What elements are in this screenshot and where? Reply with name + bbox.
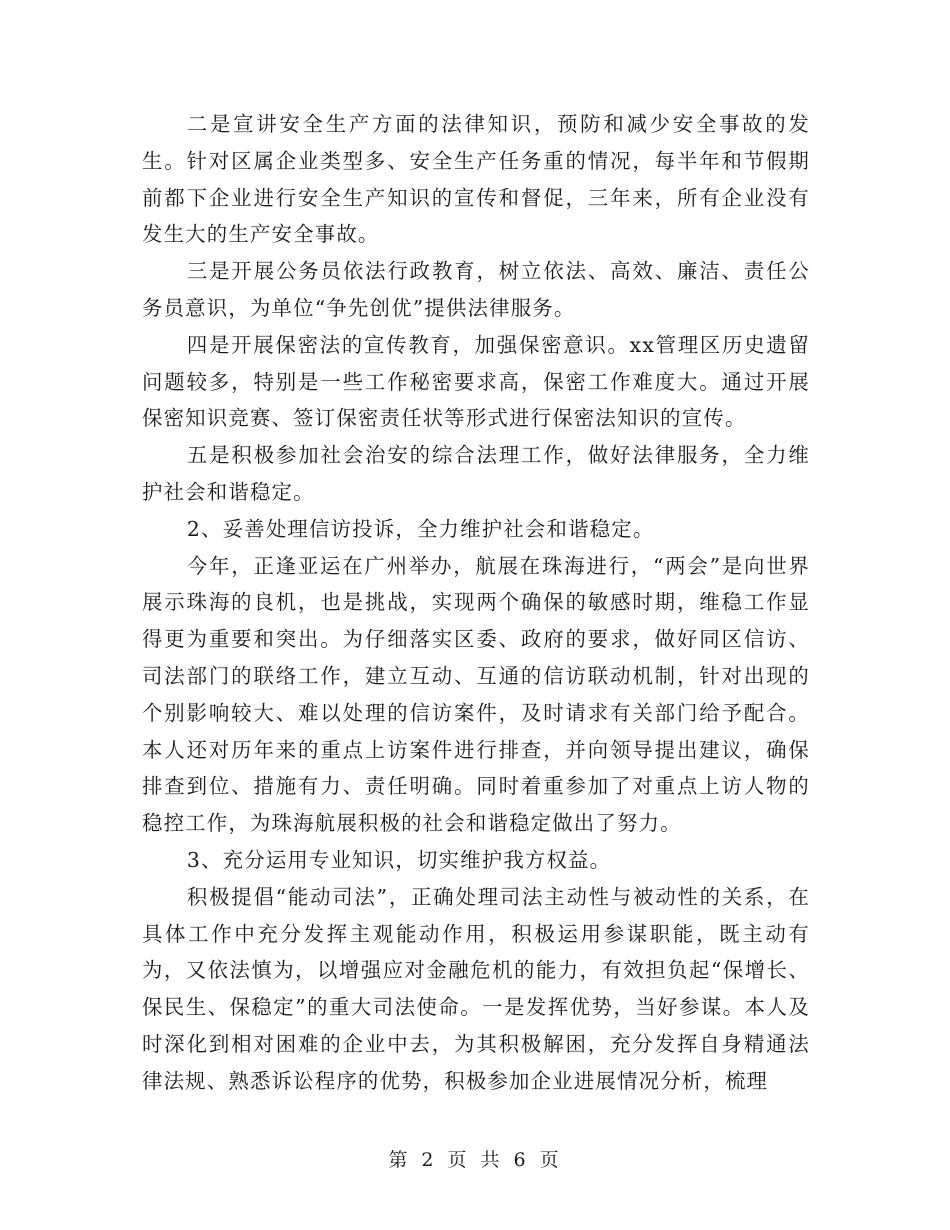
section-heading-petitions: 2、妥善处理信访投诉，全力维护社会和谐稳定。 xyxy=(186,516,655,541)
page-number-footer: 第 2 页 共 6 页 xyxy=(388,1149,562,1171)
paragraph-active-justice: 积极提倡“能动司法”，正确处理司法主动性与被动性的关系，在具体工作中充分发挥主观能动作用，积极运用参谋职能，既主动有为，又依法慎为，以增强应对金融危机的能力，有效担负起“保增长、保民生、保稳定”的重大司法使命。一是发挥优势，当好参谋。本人及时深化到相对困难的企业中去，为其积极解困，充分发挥自身精通法律法规、熟悉诉讼程序的优势，积极参加企业进展情况分析，梳理 xyxy=(142,884,810,1093)
paragraph-public-security: 五是积极参加社会治安的综合法理工作，做好法律服务，全力维护社会和谐稳定。 xyxy=(142,443,810,504)
paragraph-petitions: 今年，正逢亚运在广州举办，航展在珠海进行，“两会”是向世界展示珠海的良机，也是挑战，实现两个确保的敏感时期，维稳工作显得更为重要和突出。为仔细落实区委、政府的要求，做好同区信访、司法部门的联络工作，建立互动、互通的信访联动机制，针对出现的个别影响较大、难以处理的信访案件，及时请求有关部门给予配合。本人还对历年来的重点上访案件进行排查，并向领导提出建议，确保排查到位、措施有力、责任明确。同时着重参加了对重点上访人物的稳控工作，为珠海航展积极的社会和谐稳定做出了努力。 xyxy=(142,553,810,836)
document-body xyxy=(142,106,810,1100)
section-heading-professional-knowledge: 3、充分运用专业知识，切实维护我方权益。 xyxy=(186,847,612,872)
paragraph-safety-law: 二是宣讲安全生产方面的法律知识，预防和减少安全事故的发生。针对区属企业类型多、安全生产任务重的情况，每半年和节假期前都下企业进行安全生产知识的宣传和督促，三年来，所有企业没有发生大的生产安全事故。 xyxy=(142,112,810,247)
paragraph-confidentiality-law: 四是开展保密法的宣传教育，加强保密意识。xx管理区历史遗留问题较多，特别是一些工作秘密要求高，保密工作难度大。通过开展保密知识竞赛、签订保密责任状等形式进行保密法知识的宣传。 xyxy=(142,332,810,431)
paragraph-civil-servant-education: 三是开展公务员依法行政教育，树立依法、高效、廉洁、责任公务员意识，为单位“争先创优”提供法律服务。 xyxy=(142,259,810,320)
